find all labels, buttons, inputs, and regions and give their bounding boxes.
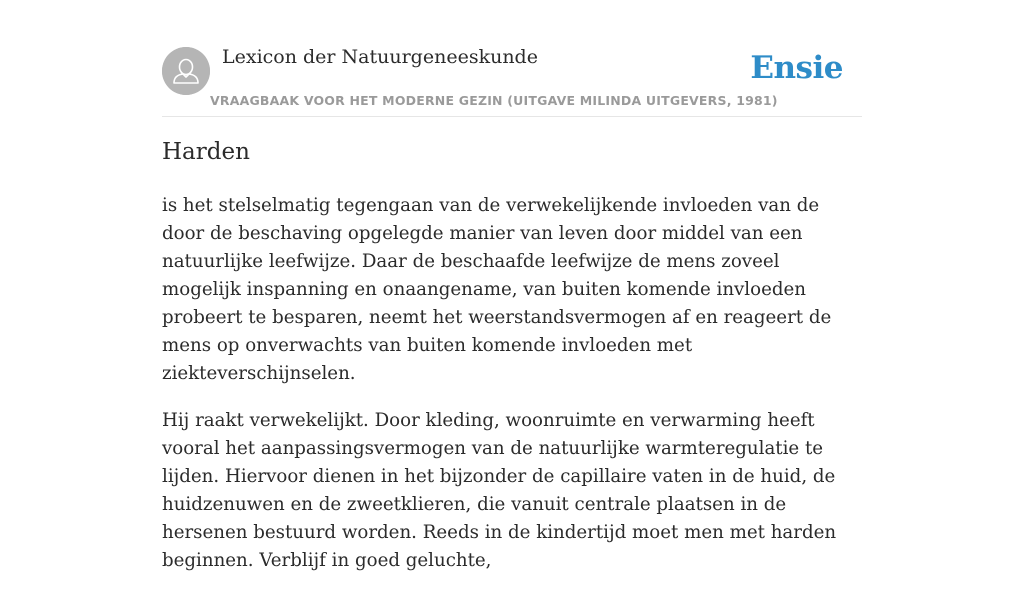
page [162,0,862,571]
book-title[interactable]: Lexicon der Natuurgeneeskunde [222,46,538,68]
user-avatar-icon[interactable] [162,47,210,95]
entry-paragraph: Hij raakt verwekelijkt. Door kleding, woonruimte en verwarming heeft vooral het aanpassingsvermogen van de natuurlijke warmteregulatie te lijden. Hiervoor dienen in het bijzonder de capillaire vaten in de huid, de huidzenuwen en de zweetklieren, die vanuit centrale plaatsen in de hersenen bestuurd worden. Reeds in de kindertijd moet men met harden beginnen. Verblijf in goed geluchte, [162,410,837,571]
book-subtitle: VRAAGBAAK VOOR HET MODERNE GEZIN (UITGAVE MILINDA UITGEVERS, 1981) [210,93,778,108]
header [162,0,862,117]
entry-paragraph: is het stelselmatig tegengaan van de verwekelijkende invloeden van de door de beschaving opgelegde manier van leven door middel van een natuurlijke leefwijze. Daar de beschaafde leefwijze de mens zoveel mogelijk inspanning en onaangename, van buiten komende invloeden probeert te besparen, neemt het weerstandsvermogen af en reageert de mens op onverwachts van buiten komende invloeden met ziekteverschijnselen. [162,195,832,384]
entry-body [162,192,862,594]
entry-title: Harden [162,139,250,165]
ensie-logo[interactable]: Ensie [750,50,843,86]
person-outline-icon [162,47,210,95]
